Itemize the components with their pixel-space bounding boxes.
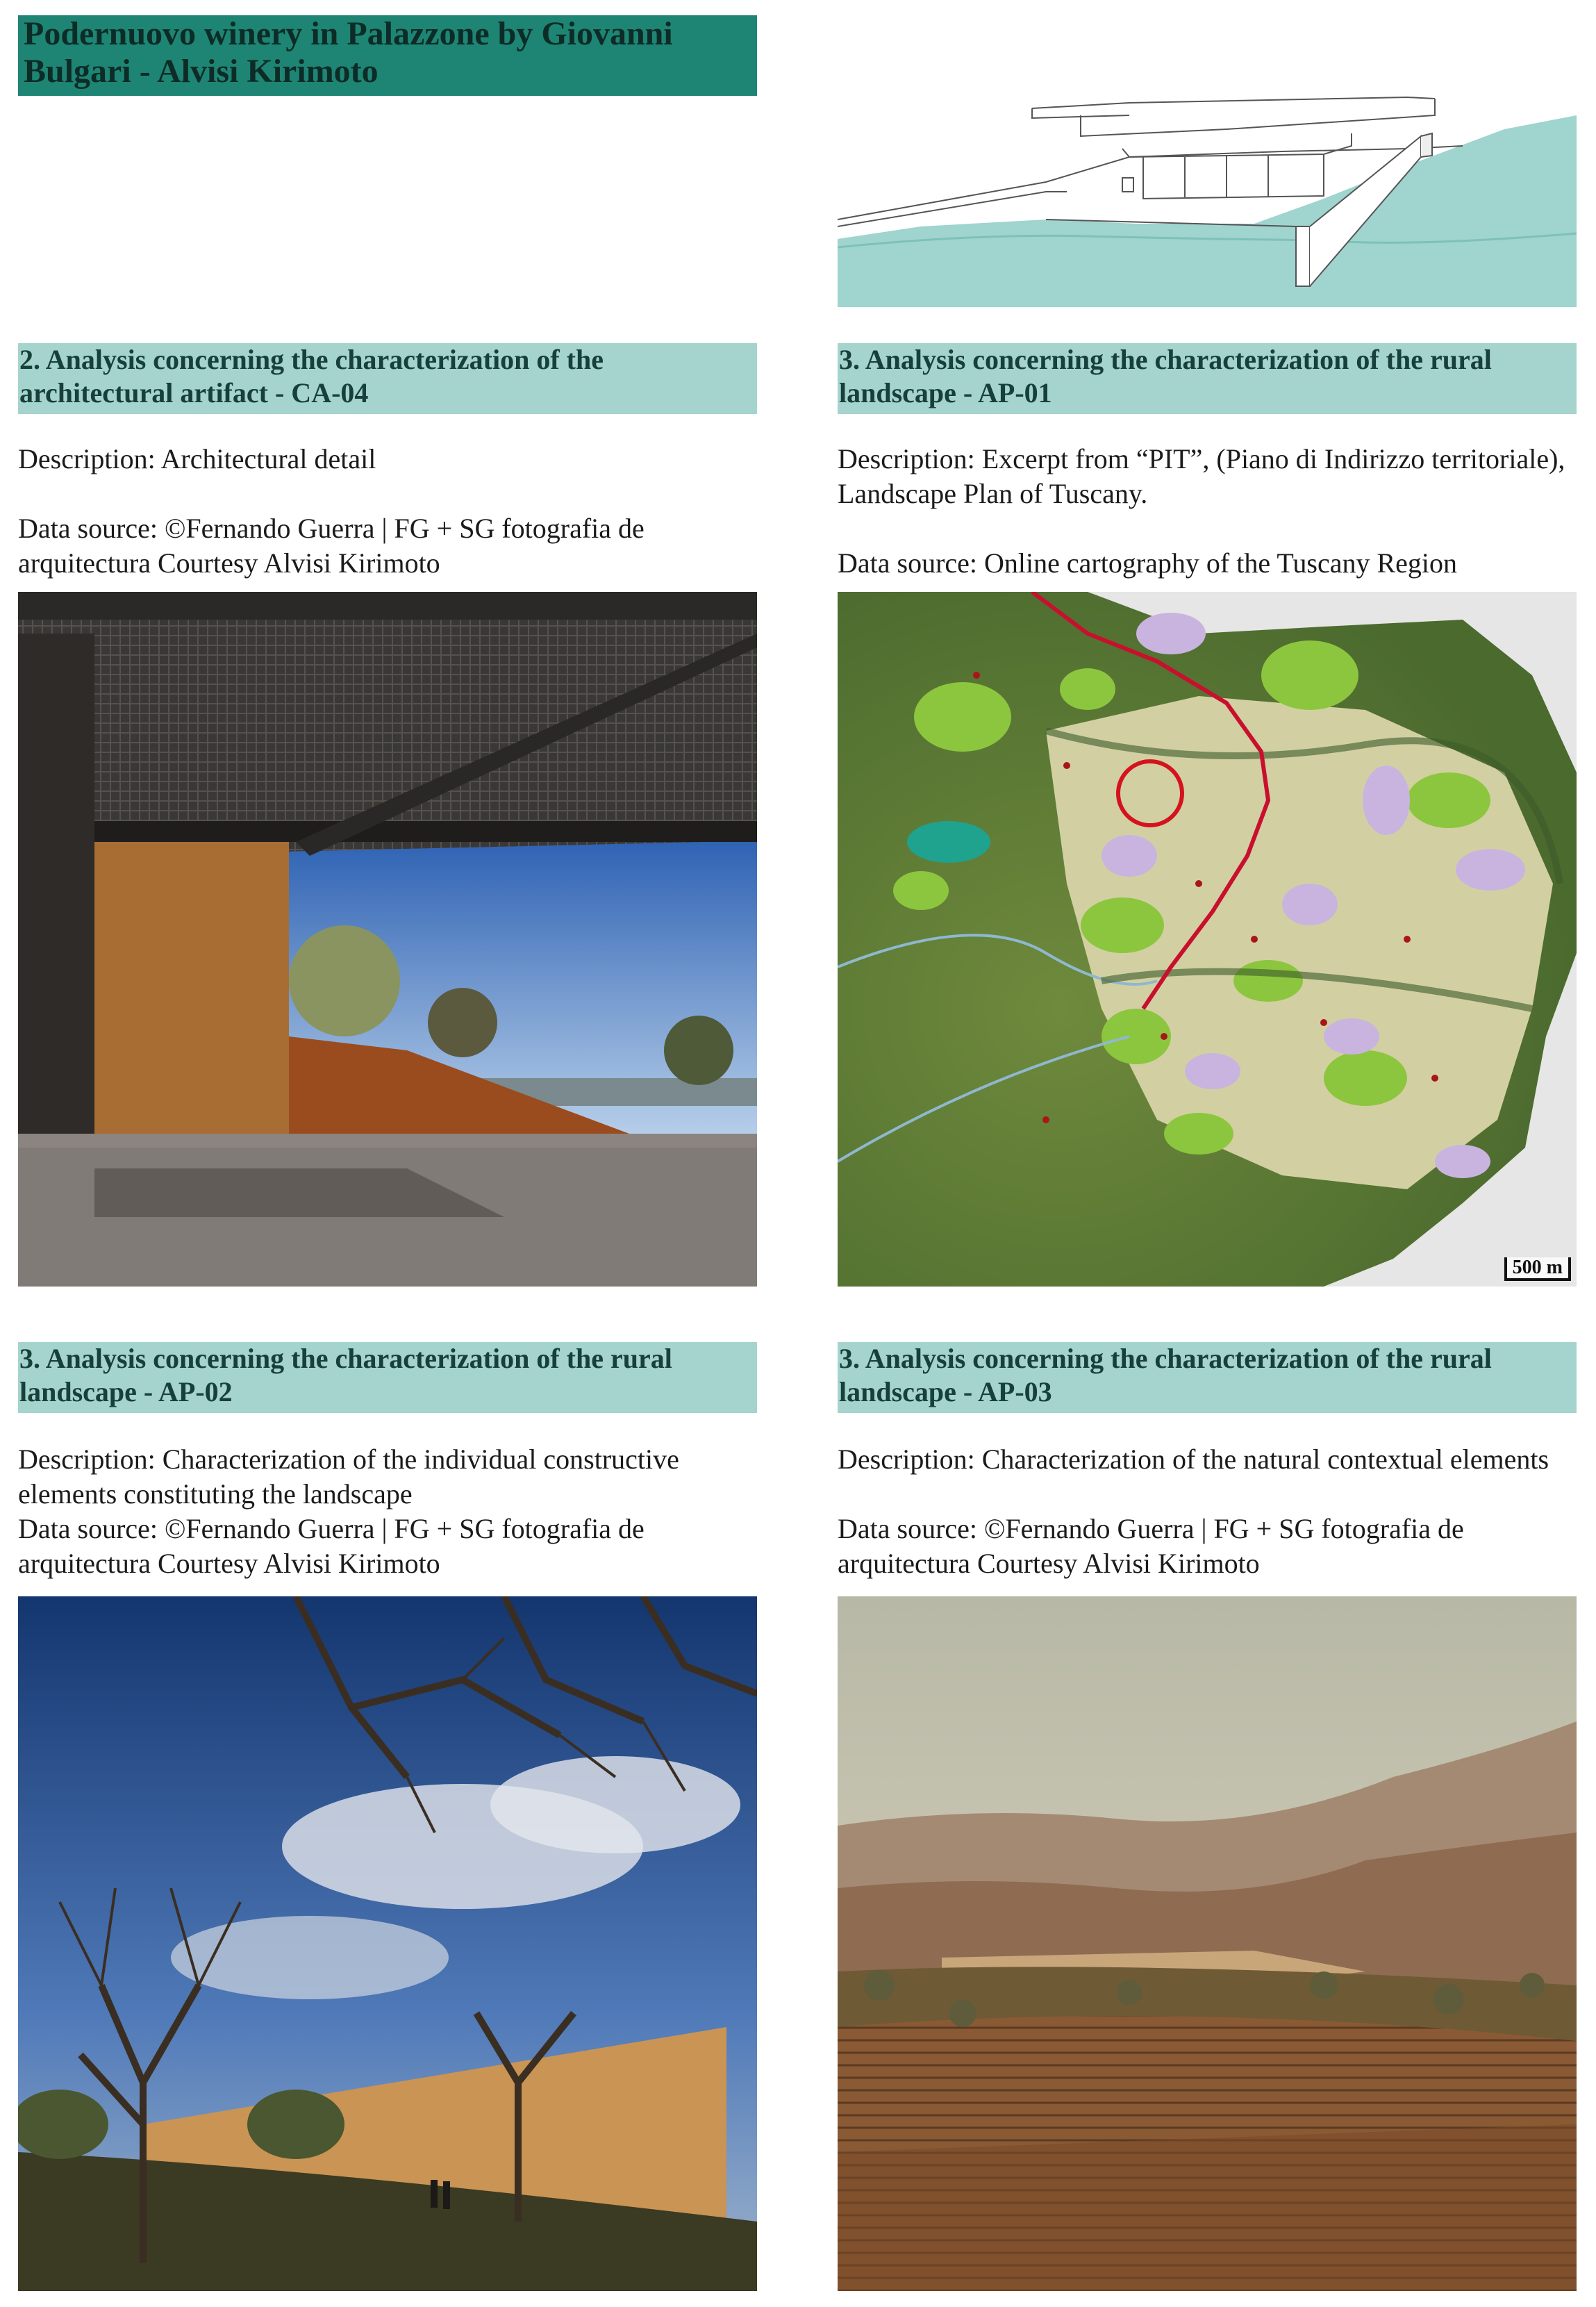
source-ca04: Data source: ©Fernando Guerra | FG + SG fotografia de arquitectura Courtesy Alvisi Kirimoto <box>18 513 645 579</box>
vineyard-landscape-photo <box>838 1596 1577 2291</box>
page-title: Podernuovo winery in Palazzone by Giovanni Bulgari - Alvisi Kirimoto <box>18 15 757 96</box>
source-ap03: Data source: ©Fernando Guerra | FG + SG fotografia de arquitectura Courtesy Alvisi Kirimoto <box>838 1513 1464 1579</box>
architectural-detail-photo <box>18 592 757 1287</box>
section-heading-ap02: 3. Analysis concerning the characterization of the rural landscape - AP-02 <box>18 1342 757 1413</box>
section-heading-ap01: 3. Analysis concerning the characterization of the rural landscape - AP-01 <box>838 343 1577 414</box>
source-ap02: Data source: ©Fernando Guerra | FG + SG fotografia de arquitectura Courtesy Alvisi Kirimoto <box>18 1513 645 1579</box>
section-heading-ap03: 3. Analysis concerning the characterization of the rural landscape - AP-03 <box>838 1342 1577 1413</box>
description-ap03: Description: Characterization of the natural contextual elements <box>838 1444 1549 1475</box>
landscape-plan-map <box>838 592 1577 1287</box>
map-scale-bar: 500 m <box>1504 1257 1571 1281</box>
section-heading-ca04: 2. Analysis concerning the characterization of the architectural artifact - CA-04 <box>18 343 757 414</box>
description-ap01: Description: Excerpt from “PIT”, (Piano di Indirizzo territoriale), Landscape Plan of Tuscany. <box>838 443 1565 509</box>
landscape-wall-photo <box>18 1596 757 2291</box>
source-ap01: Data source: Online cartography of the Tuscany Region <box>838 547 1458 579</box>
description-ap02: Description: Characterization of the individual constructive elements constituting the landscape <box>18 1444 679 1510</box>
description-ca04: Description: Architectural detail <box>18 443 376 474</box>
winery-sketch-illustration <box>838 88 1577 307</box>
